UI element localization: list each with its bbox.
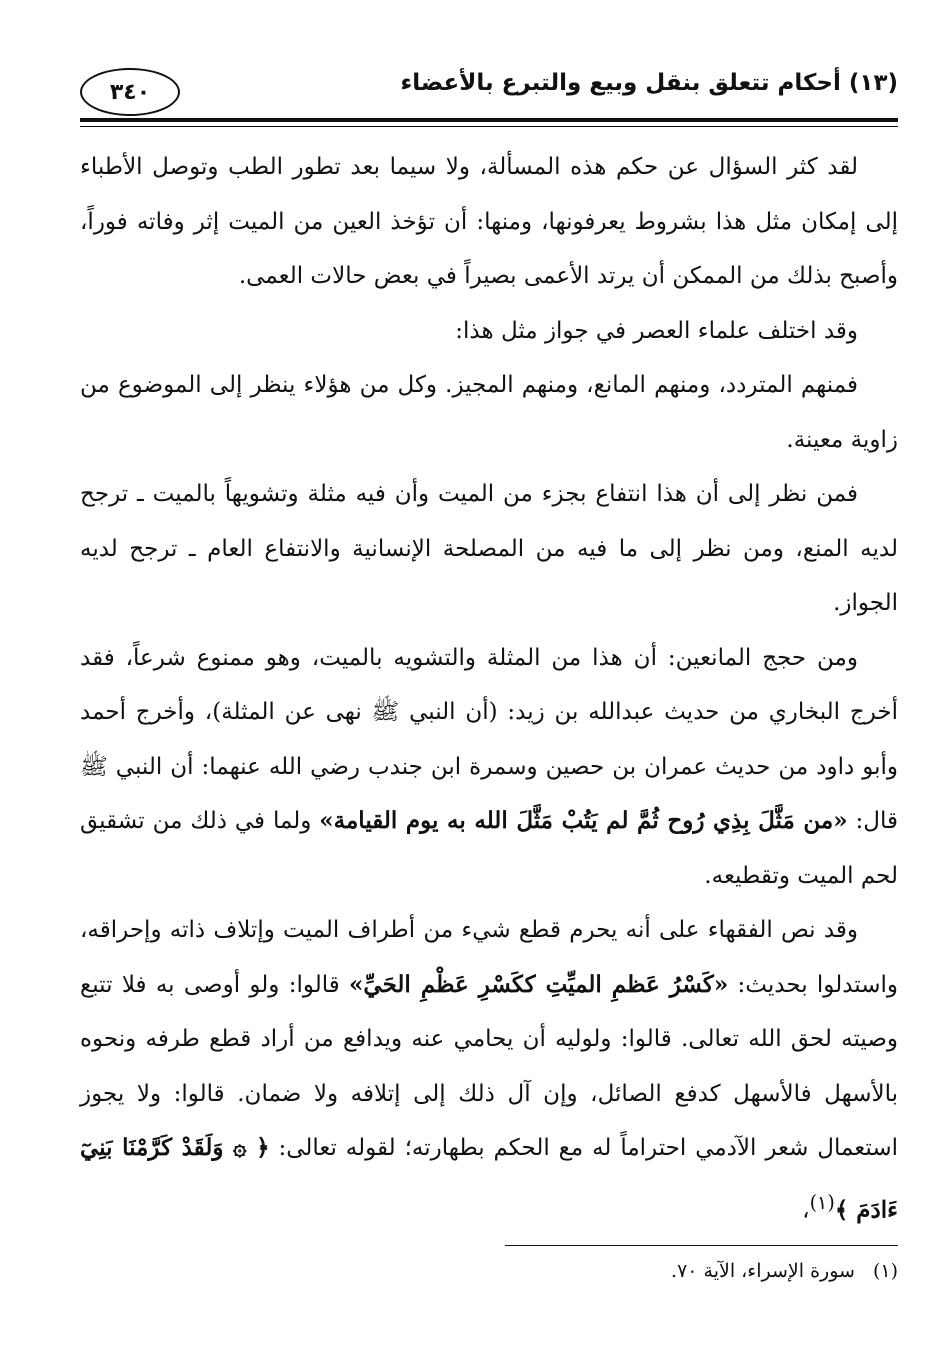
hadith-quote-2: «كَسْرُ عَظمِ الميِّتِ ككَسْرِ عَظْمِ الحَيِّ» <box>349 970 729 998</box>
footnote-mark: (١) <box>872 1260 898 1282</box>
header-rule-thin <box>80 126 898 127</box>
paragraph-2: وقد اختلف علماء العصر في جواز مثل هذا: <box>455 317 858 344</box>
running-title: (١٣) أحكام تتعلق بنقل وبيع والتبرع بالأعضاء <box>400 70 898 96</box>
footnote-reference[interactable]: (١) <box>809 1190 835 1214</box>
paragraph-6-text-a: وقد نص الفقهاء على أنه يحرم قطع شيء من أطراف الميت وإتلاف ذاته وإحراقه، واستدلوا بحديث: <box>80 917 898 998</box>
paragraph-5-text-a: ومن حجج المانعين: أن هذا من المثلة والتشويه بالميت، وهو ممنوع شرعاً، فقد أخرج البخاري من حديث عبدالله بن زيد: (أن النبي ﷺ نهى عن المثلة)، وأخرج أحمد وأبو داود من حديث عمران بن حصين وسمرة ابن جندب رضي الله عنهما: أن النبي ﷺ قال: <box>80 644 898 834</box>
paragraph-6-text-b: قالوا: ولو أوصى به فلا تتبع وصيته لحق الله تعالى. قالوا: ولوليه أن يحامي عنه ويدافع من أراد قطع طرفه ونحوه بالأسهل فالأسهل كدفع الصائل، وإن آل ذلك إلى إتلافه ولا ضمان. قالوا: ولا يجوز استعمال شعر الآدمي احتراماً له مع الحكم بطهارته؛ لقوله تعالى: <box>80 971 898 1161</box>
footnote-text: سورة الإسراء، الآية ٧٠. <box>671 1260 855 1282</box>
footnote-rule <box>505 1245 898 1246</box>
paragraph-1: لقد كثر السؤال عن حكم هذه المسألة، ولا سيما بعد تطور الطب وتوصل الأطباء إلى إمكان مثل هذا بشروط يعرفونها، ومنها: أن تؤخذ العين من الميت إثر وفاته فوراً، وأصبح بذلك من الممكن أن يرتد الأعمى بصيراً في بعض حالات العمى. <box>80 154 898 289</box>
header-rule-thick <box>80 118 898 122</box>
paragraph-6-tail: ، <box>802 1197 810 1224</box>
body-text <box>80 140 898 1238</box>
page-number: ٣٤٠ <box>80 68 180 116</box>
hadith-quote: «من مَثَّلَ بِذِي رُوح ثُمَّ لم يَتُبْ مَثَّلَ الله به يوم القيامة» <box>319 807 848 834</box>
paragraph-6 <box>80 903 898 1238</box>
quran-verse: ﴿ ۞ وَلَقَدْ كَرَّمْنَا بَنِيٓ ءَادَمَ ﴾ <box>80 1134 898 1224</box>
footnote <box>80 1256 898 1286</box>
paragraph-5-text-b: ولما في ذلك من تشقيق لحم الميت وتقطيعه. <box>80 808 898 889</box>
paragraph-4: فمن نظر إلى أن هذا انتفاع بجزء من الميت وأن فيه مثلة وتشويهاً بالميت ـ ترجح لديه المنع، ومن نظر إلى ما فيه من المصلحة الإنسانية والانتفاع العام ـ ترجح لديه الجواز. <box>80 481 898 616</box>
paragraph-5 <box>80 631 898 904</box>
paragraph-3: فمنهم المتردد، ومنهم المانع، ومنهم المجيز. وكل من هؤلاء ينظر إلى الموضوع من زاوية معينة. <box>80 372 898 453</box>
page-header <box>80 60 898 118</box>
